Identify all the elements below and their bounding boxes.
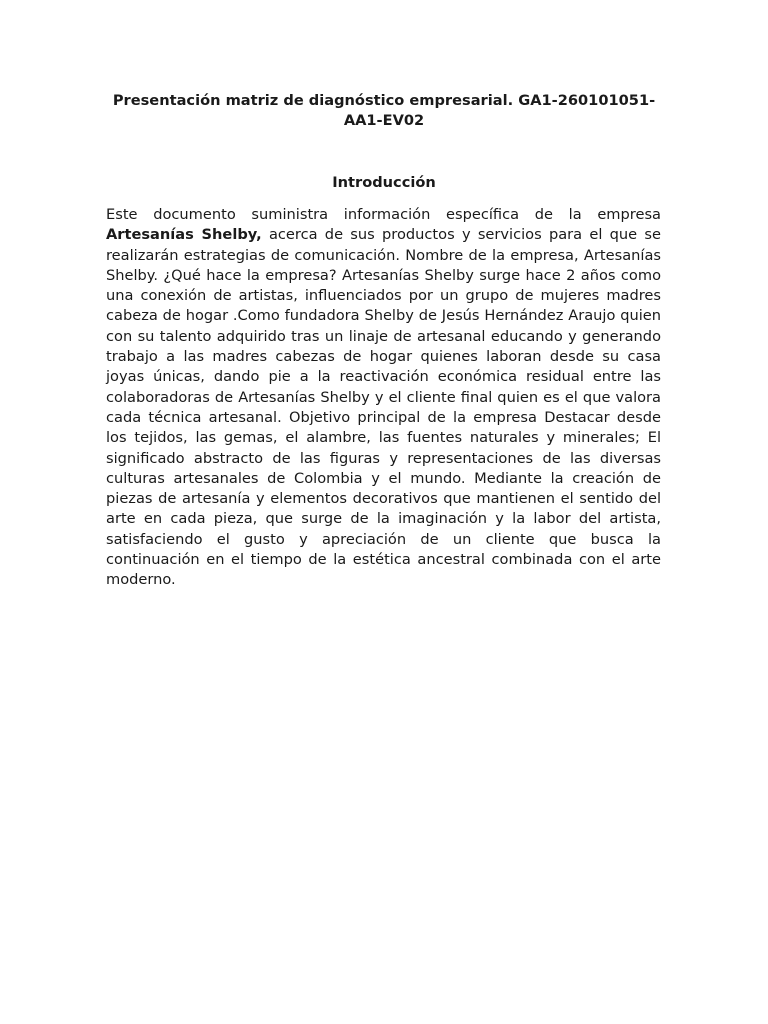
paragraph-lead-text: Este documento suministra información específica de la empresa — [106, 206, 661, 223]
company-name-bold: Artesanías Shelby, — [106, 226, 262, 244]
intro-paragraph — [106, 205, 661, 591]
paragraph-body-text: acerca de sus productos y servicios para el que se realizarán estrategias de comunicación. Nombre de la empresa, Artesanías Shelby. ¿Qué hace la empresa? Artesanías Shelby surge hace 2 años como una conexión de artistas, influenciados por un grupo de mujeres madres cabeza de hogar .Como fundadora Shelby de Jesús Hernández Araujo quien con su talento adquirido tras un linaje de artesanal educando y generando trabajo a las madres cabezas de hogar quienes laboran desde su casa joyas únicas, dando pie a la reactivación económica residual entre las colaboradoras de Artesanías Shelby y el cliente final quien es el que valora cada técnica artesanal. Objetivo principal de la empresa Destacar desde los tejidos, las gemas, el alambre, las fuentes naturales y minerales; El significado abstracto de las figuras y representaciones de las diversas culturas artesanales de Colombia y el mundo. Mediante la creación de piezas de artesanía y elementos decorativos que mantienen el sentido del arte en cada pieza, que surge de la imaginación y la labor del artista, satisfaciendo el gusto y apreciación de un cliente que busca la continuación en el tiempo de la estética ancestral combinada con el arte moderno. — [106, 226, 661, 589]
document-title: Presentación matriz de diagnóstico empresarial. GA1-260101051-AA1-EV02 — [112, 92, 656, 129]
section-heading-introduccion: Introducción — [332, 174, 436, 191]
